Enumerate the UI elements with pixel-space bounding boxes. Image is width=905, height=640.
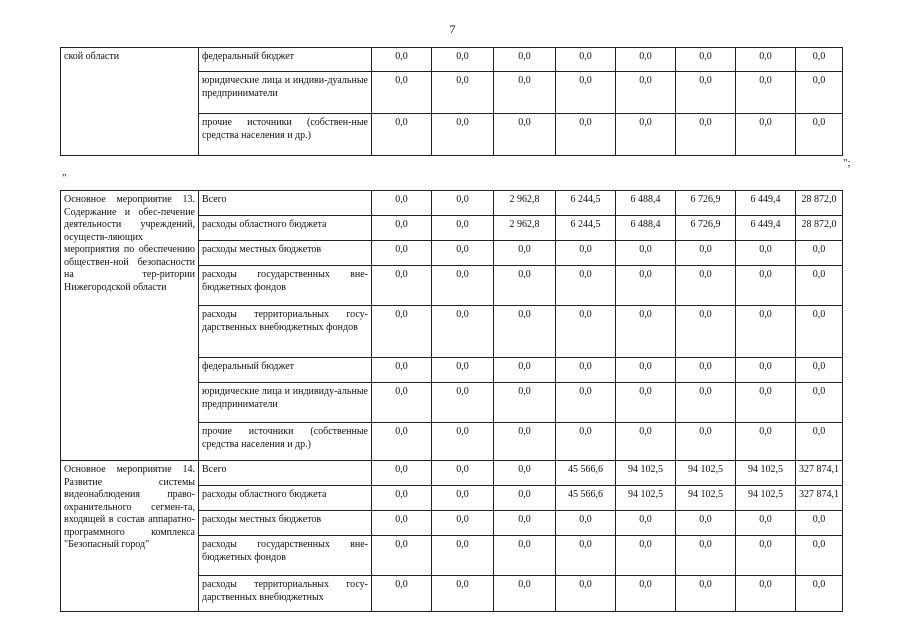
amount-cell: 0,0 (372, 511, 432, 536)
measure-label: Основное мероприятие 14. Развитие системы видеонаблюдения право-охранительного сегмен-та, входящей в состав аппаратно-программного комплекса "Безопасный город" (61, 461, 199, 612)
amount-cell: 0,0 (372, 486, 432, 511)
amount-cell: 0,0 (494, 48, 556, 72)
amount-cell: 45 566,6 (556, 486, 616, 511)
amount-cell: 0,0 (616, 114, 676, 156)
amount-cell: 94 102,5 (736, 461, 796, 486)
amount-cell: 6 449,4 (736, 191, 796, 216)
amount-cell: 0,0 (736, 536, 796, 576)
funding-source: федеральный бюджет (199, 48, 372, 72)
amount-cell: 0,0 (616, 536, 676, 576)
amount-cell: 0,0 (556, 241, 616, 266)
amount-cell: 0,0 (372, 536, 432, 576)
amount-cell: 0,0 (432, 358, 494, 383)
amount-cell: 0,0 (676, 72, 736, 114)
funding-source: Всего (199, 461, 372, 486)
amount-cell: 0,0 (372, 306, 432, 358)
amount-cell: 0,0 (556, 576, 616, 612)
funding-source: расходы местных бюджетов (199, 511, 372, 536)
amount-cell: 0,0 (676, 114, 736, 156)
amount-cell: 94 102,5 (616, 461, 676, 486)
amount-cell: 0,0 (796, 536, 843, 576)
amount-cell: 0,0 (494, 306, 556, 358)
table-row (61, 48, 843, 72)
table-row (61, 461, 843, 486)
amount-cell: 0,0 (556, 358, 616, 383)
amount-cell: 0,0 (372, 241, 432, 266)
amount-cell: 28 872,0 (796, 216, 843, 241)
amount-cell: 0,0 (372, 423, 432, 461)
funding-source: расходы территориальных госу-дарственных внебюджетных (199, 576, 372, 612)
amount-cell: 0,0 (432, 511, 494, 536)
amount-cell: 0,0 (494, 358, 556, 383)
funding-source: прочие источники (собствен-ные средства населения и др.) (199, 114, 372, 156)
amount-cell: 0,0 (676, 266, 736, 306)
amount-cell: 0,0 (736, 114, 796, 156)
amount-cell: 0,0 (796, 241, 843, 266)
budget-table-measures (60, 190, 843, 612)
amount-cell: 0,0 (736, 576, 796, 612)
amount-cell: 0,0 (676, 241, 736, 266)
amount-cell: 0,0 (372, 383, 432, 423)
amount-cell: 6 449,4 (736, 216, 796, 241)
amount-cell: 0,0 (432, 536, 494, 576)
amount-cell: 0,0 (494, 536, 556, 576)
funding-source: расходы государственных вне-бюджетных фондов (199, 266, 372, 306)
closing-quote: "; (843, 157, 851, 169)
amount-cell: 0,0 (556, 72, 616, 114)
amount-cell: 0,0 (796, 423, 843, 461)
amount-cell: 0,0 (676, 576, 736, 612)
amount-cell: 0,0 (616, 423, 676, 461)
amount-cell: 0,0 (432, 72, 494, 114)
amount-cell: 0,0 (796, 511, 843, 536)
amount-cell: 0,0 (796, 306, 843, 358)
amount-cell: 0,0 (432, 383, 494, 423)
amount-cell: 0,0 (556, 536, 616, 576)
amount-cell: 0,0 (736, 72, 796, 114)
amount-cell: 0,0 (372, 358, 432, 383)
amount-cell: 6 488,4 (616, 191, 676, 216)
amount-cell: 0,0 (556, 511, 616, 536)
amount-cell: 0,0 (494, 114, 556, 156)
amount-cell: 0,0 (736, 306, 796, 358)
amount-cell: 0,0 (736, 241, 796, 266)
amount-cell: 2 962,8 (494, 191, 556, 216)
amount-cell: 0,0 (616, 72, 676, 114)
amount-cell: 0,0 (796, 266, 843, 306)
amount-cell: 0,0 (556, 48, 616, 72)
funding-source: расходы территориальных госу-дарственных внебюджетных фондов (199, 306, 372, 358)
amount-cell: 0,0 (736, 48, 796, 72)
amount-cell: 0,0 (796, 383, 843, 423)
amount-cell: 0,0 (372, 72, 432, 114)
amount-cell: 0,0 (372, 191, 432, 216)
amount-cell: 45 566,6 (556, 461, 616, 486)
amount-cell: 0,0 (494, 511, 556, 536)
funding-source: расходы областного бюджета (199, 486, 372, 511)
amount-cell: 6 244,5 (556, 216, 616, 241)
amount-cell: 0,0 (616, 383, 676, 423)
opening-quote: " (62, 172, 67, 184)
amount-cell: 2 962,8 (494, 216, 556, 241)
amount-cell: 0,0 (372, 48, 432, 72)
amount-cell: 0,0 (796, 72, 843, 114)
amount-cell: 327 874,1 (796, 486, 843, 511)
amount-cell: 0,0 (432, 114, 494, 156)
amount-cell: 94 102,5 (676, 461, 736, 486)
amount-cell: 94 102,5 (736, 486, 796, 511)
amount-cell: 0,0 (676, 48, 736, 72)
funding-source: Всего (199, 191, 372, 216)
amount-cell: 94 102,5 (676, 486, 736, 511)
amount-cell: 0,0 (736, 511, 796, 536)
measure-label: Основное мероприятие 13. Содержание и обес-печение деятельности учреждений, осуществ-ляющих мероприятия по обеспечению обществен-ной безопасности на тер-ритории Нижегородской области (61, 191, 199, 461)
amount-cell: 0,0 (796, 114, 843, 156)
amount-cell: 327 874,1 (796, 461, 843, 486)
amount-cell: 0,0 (676, 383, 736, 423)
amount-cell: 0,0 (494, 486, 556, 511)
amount-cell: 0,0 (676, 536, 736, 576)
amount-cell: 0,0 (736, 423, 796, 461)
amount-cell: 0,0 (556, 306, 616, 358)
amount-cell: 94 102,5 (616, 486, 676, 511)
amount-cell: 0,0 (432, 576, 494, 612)
amount-cell: 0,0 (432, 266, 494, 306)
amount-cell: 0,0 (556, 266, 616, 306)
funding-source: юридические лица и индивиду-альные предприниматели (199, 383, 372, 423)
amount-cell: 0,0 (736, 358, 796, 383)
funding-source: расходы государственных вне-бюджетных фондов (199, 536, 372, 576)
amount-cell: 0,0 (494, 266, 556, 306)
funding-source: федеральный бюджет (199, 358, 372, 383)
amount-cell: 0,0 (676, 306, 736, 358)
measure-label: ской области (61, 48, 199, 156)
amount-cell: 0,0 (796, 576, 843, 612)
amount-cell: 0,0 (556, 114, 616, 156)
amount-cell: 6 726,9 (676, 191, 736, 216)
amount-cell: 0,0 (616, 358, 676, 383)
amount-cell: 0,0 (432, 241, 494, 266)
amount-cell: 0,0 (616, 306, 676, 358)
amount-cell: 0,0 (494, 461, 556, 486)
amount-cell: 0,0 (676, 511, 736, 536)
amount-cell: 0,0 (372, 461, 432, 486)
amount-cell: 0,0 (736, 383, 796, 423)
amount-cell: 0,0 (494, 241, 556, 266)
amount-cell: 0,0 (616, 241, 676, 266)
amount-cell: 0,0 (432, 306, 494, 358)
amount-cell: 6 488,4 (616, 216, 676, 241)
funding-source: юридические лица и индиви-дуальные предприниматели (199, 72, 372, 114)
amount-cell: 0,0 (494, 383, 556, 423)
page-number: 7 (449, 22, 456, 36)
amount-cell: 0,0 (736, 266, 796, 306)
amount-cell: 0,0 (432, 191, 494, 216)
amount-cell: 0,0 (616, 511, 676, 536)
amount-cell: 0,0 (372, 216, 432, 241)
amount-cell: 0,0 (616, 576, 676, 612)
amount-cell: 0,0 (556, 423, 616, 461)
funding-source: расходы местных бюджетов (199, 241, 372, 266)
amount-cell: 0,0 (372, 576, 432, 612)
table-row (61, 191, 843, 216)
amount-cell: 0,0 (432, 423, 494, 461)
amount-cell: 0,0 (796, 358, 843, 383)
amount-cell: 0,0 (616, 48, 676, 72)
amount-cell: 0,0 (556, 383, 616, 423)
budget-table-continued (60, 47, 843, 156)
amount-cell: 0,0 (432, 216, 494, 241)
amount-cell: 0,0 (494, 72, 556, 114)
amount-cell: 0,0 (432, 486, 494, 511)
amount-cell: 0,0 (372, 114, 432, 156)
amount-cell: 0,0 (796, 48, 843, 72)
funding-source: прочие источники (собственные средства населения и др.) (199, 423, 372, 461)
amount-cell: 0,0 (494, 423, 556, 461)
amount-cell: 0,0 (494, 576, 556, 612)
amount-cell: 0,0 (676, 423, 736, 461)
amount-cell: 0,0 (372, 266, 432, 306)
funding-source: расходы областного бюджета (199, 216, 372, 241)
amount-cell: 0,0 (616, 266, 676, 306)
amount-cell: 0,0 (676, 358, 736, 383)
amount-cell: 0,0 (432, 461, 494, 486)
amount-cell: 28 872,0 (796, 191, 843, 216)
amount-cell: 0,0 (432, 48, 494, 72)
amount-cell: 6 726,9 (676, 216, 736, 241)
amount-cell: 6 244,5 (556, 191, 616, 216)
